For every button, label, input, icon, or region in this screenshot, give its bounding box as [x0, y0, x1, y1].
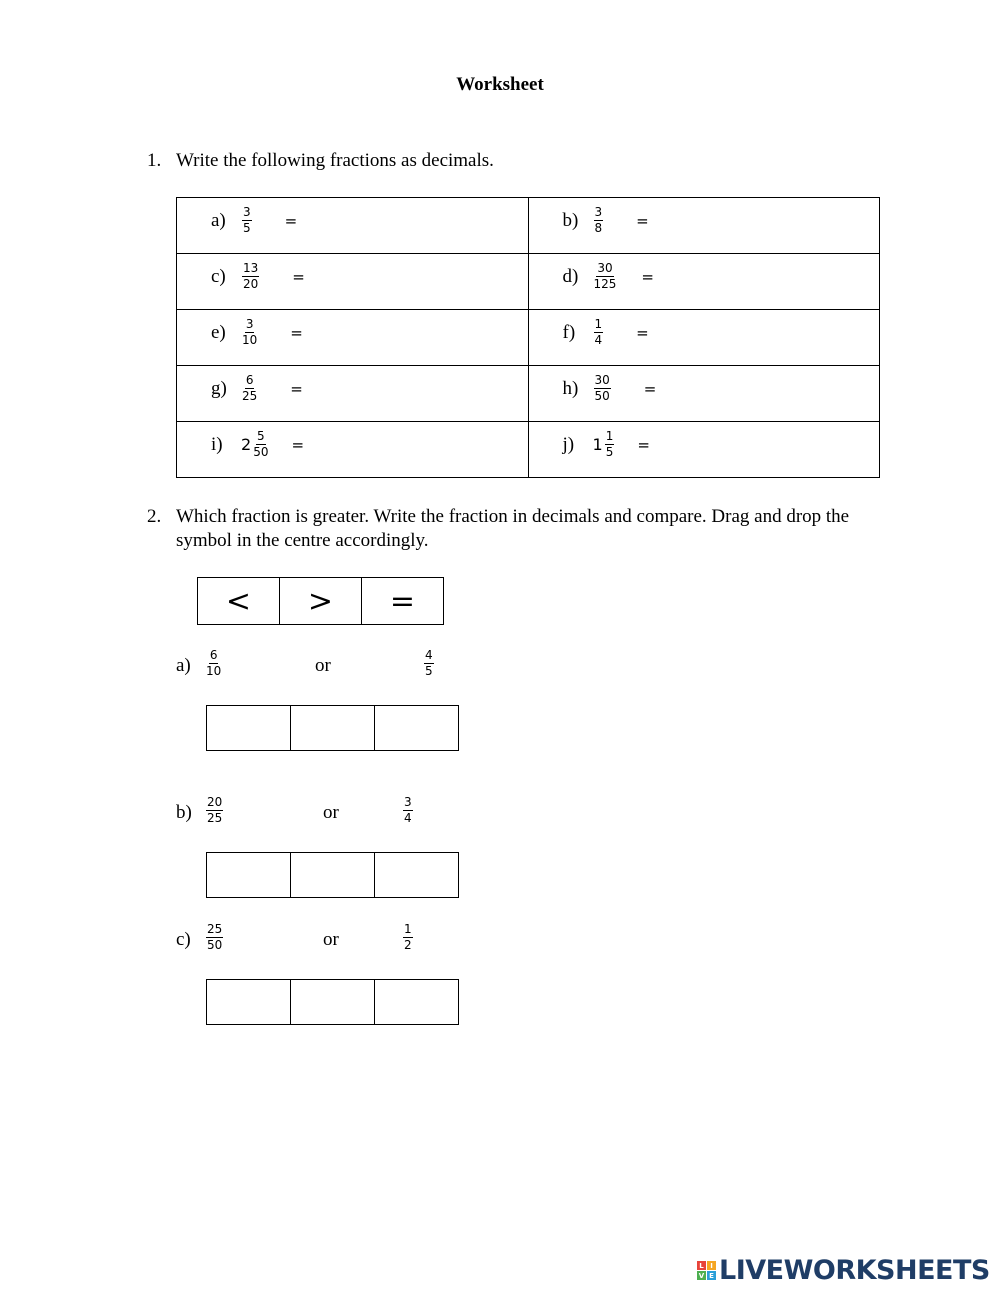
fraction [241, 318, 258, 347]
equals-sign: = [291, 435, 305, 454]
item-label: f) [562, 321, 576, 343]
logo-mark-tile: I [707, 1261, 716, 1270]
fraction-item [211, 206, 297, 235]
question-2-line-1: Which fraction is greater. Write the fraction in decimals and compare. Drag and drop the [176, 506, 850, 527]
fraction-numerator: 30 [597, 261, 613, 275]
item-label: j) [562, 433, 575, 455]
item-label: d) [562, 265, 579, 287]
fraction-numerator: 3 [594, 205, 603, 219]
fraction-denominator: 8 [594, 221, 603, 235]
fraction-item [563, 374, 657, 403]
greater-than-symbol[interactable]: > [279, 578, 361, 624]
fraction-numerator: 30 [594, 373, 610, 387]
fraction-denominator: 125 [593, 277, 617, 291]
right-decimal-box[interactable] [374, 980, 458, 1024]
or-label: or [323, 802, 339, 823]
fraction-cell[interactable] [177, 366, 529, 422]
comparison-item [176, 796, 476, 832]
table-row [177, 254, 880, 310]
fraction-cell[interactable] [528, 310, 880, 366]
or-label: or [315, 655, 331, 676]
item-label: g) [211, 377, 227, 399]
logo-mark-tile: V [698, 1271, 705, 1280]
equals-sign: = [290, 323, 303, 342]
fraction-cell[interactable] [177, 310, 529, 366]
fraction-numerator: 3 [404, 795, 412, 809]
less-than-symbol[interactable]: < [225, 583, 252, 619]
right-fraction [423, 649, 435, 678]
fraction [252, 430, 269, 459]
fraction-cell[interactable] [177, 198, 529, 254]
right-decimal-box[interactable] [374, 853, 458, 897]
item-label: a) [176, 655, 191, 676]
fraction-item [211, 374, 303, 403]
fraction-denominator: 50 [253, 445, 269, 459]
fraction [593, 374, 612, 403]
fraction [593, 262, 618, 291]
fraction-item [563, 318, 649, 347]
fraction-numerator: 1 [605, 429, 614, 443]
question-2-line-2: symbol in the centre accordingly. [176, 530, 429, 551]
symbol-drop-box[interactable] [290, 853, 374, 897]
fraction-denominator: 25 [207, 811, 223, 825]
fraction-cell[interactable] [528, 198, 880, 254]
fraction-denominator: 5 [605, 445, 614, 459]
item-label: c) [176, 929, 191, 950]
logo-mark-tile: L [697, 1261, 706, 1270]
question-1-text: Write the following fractions as decimals. [176, 150, 494, 171]
equals-sign: = [290, 379, 303, 398]
item-label: e) [211, 321, 226, 343]
answer-box-row [206, 705, 459, 751]
page-title: Worksheet [456, 74, 544, 95]
right-fraction [402, 796, 414, 825]
right-fraction [402, 923, 414, 952]
fraction-numerator: 3 [245, 317, 254, 331]
equals-sign: = [641, 267, 654, 286]
fraction-denominator: 5 [425, 664, 433, 678]
fraction [241, 374, 258, 403]
symbol-drop-box[interactable] [290, 980, 374, 1024]
fraction-cell[interactable] [528, 254, 880, 310]
fraction [593, 206, 605, 235]
left-fraction [205, 796, 224, 825]
equals-symbol[interactable]: = [361, 578, 443, 624]
question-1-number: 1. [147, 150, 162, 171]
item-label: i) [211, 433, 223, 455]
logo-mark-tile: E [707, 1271, 716, 1280]
answer-box-row [206, 852, 459, 898]
equals-sign: = [637, 435, 650, 454]
fraction-denominator: 10 [242, 333, 258, 347]
fraction-numerator: 20 [207, 795, 223, 809]
fraction-denominator: 2 [404, 938, 412, 952]
fraction-item [563, 430, 650, 459]
fraction [604, 430, 616, 459]
logo-mark [697, 1261, 716, 1280]
item-label: b) [176, 802, 192, 823]
left-decimal-box[interactable] [207, 706, 290, 750]
equals-sign: = [643, 379, 657, 398]
fraction-denominator: 25 [242, 389, 258, 403]
fraction [241, 262, 260, 291]
fraction-numerator: 4 [425, 648, 433, 662]
fraction-numerator: 6 [209, 648, 218, 662]
equals-sign: = [284, 211, 298, 230]
fraction [593, 318, 605, 347]
item-label: b) [562, 209, 579, 231]
fraction-item [211, 318, 303, 347]
fraction-numerator: 25 [207, 922, 223, 936]
fraction-numerator: 1 [594, 317, 603, 331]
fraction-cell[interactable] [528, 366, 880, 422]
fraction-denominator: 50 [207, 938, 223, 952]
liveworksheets-logo [697, 1255, 990, 1286]
item-label: h) [562, 377, 579, 399]
table-row [177, 422, 880, 478]
fraction-denominator: 4 [594, 333, 603, 347]
equals-sign: = [636, 211, 649, 230]
fraction-numerator: 1 [404, 922, 412, 936]
left-decimal-box[interactable] [207, 853, 290, 897]
comparison-item [176, 923, 476, 959]
fraction-cell[interactable] [528, 422, 880, 478]
fraction-numerator: 3 [243, 205, 251, 219]
fraction-item [563, 262, 654, 291]
left-decimal-box[interactable] [207, 980, 290, 1024]
brand-name: LIVEWORKSHEETS [719, 1255, 990, 1286]
fraction-denominator: 4 [404, 811, 412, 825]
equals-sign: = [292, 267, 305, 286]
fraction-numerator: 6 [245, 373, 254, 387]
question-1 [147, 149, 887, 173]
fraction-item [563, 206, 649, 235]
fraction-denominator: 5 [243, 221, 251, 235]
whole-number: 2 [241, 435, 252, 454]
fractions-table [176, 197, 880, 478]
equals-sign: = [636, 323, 649, 342]
fraction-cell[interactable] [177, 254, 529, 310]
table-row [177, 366, 880, 422]
fraction-denominator: 50 [594, 389, 610, 403]
question-2 [147, 505, 887, 553]
right-decimal-box[interactable] [374, 706, 458, 750]
fraction-item [211, 430, 304, 459]
left-fraction [205, 649, 222, 678]
table-row [177, 310, 880, 366]
fraction-numerator: 5 [257, 429, 265, 443]
item-label: a) [211, 209, 226, 231]
symbol-drop-box[interactable] [290, 706, 374, 750]
table-row [177, 198, 880, 254]
comparison-item [176, 649, 476, 685]
answer-box-row [206, 979, 459, 1025]
fraction-cell[interactable] [177, 422, 529, 478]
item-label: c) [211, 265, 226, 287]
fraction-item [211, 262, 305, 291]
fraction-numerator: 13 [243, 261, 259, 275]
question-2-number: 2. [147, 506, 162, 527]
symbol-palette [197, 577, 444, 625]
fraction-denominator: 10 [206, 664, 222, 678]
or-label: or [323, 929, 339, 950]
whole-number: 1 [592, 435, 603, 454]
left-fraction [205, 923, 224, 952]
fraction-denominator: 20 [243, 277, 259, 291]
fraction [241, 206, 253, 235]
